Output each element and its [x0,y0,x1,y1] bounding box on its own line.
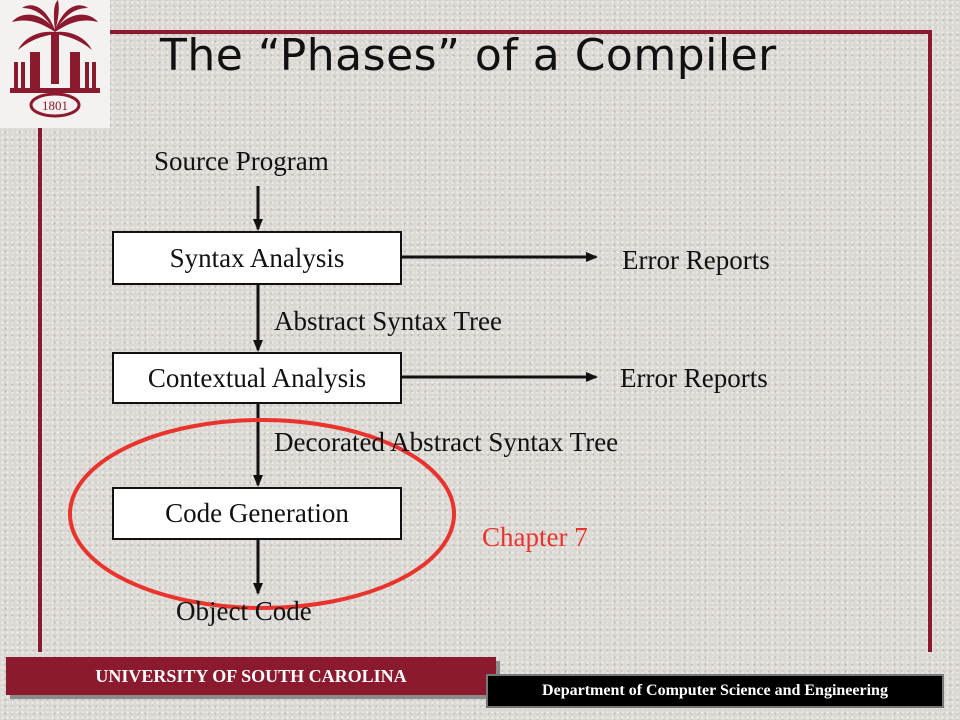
error-reports-label-2: Error Reports [620,363,768,393]
decorated-ast-label: Decorated Abstract Syntax Tree [274,427,619,457]
phase-box-code-generation: Code Generation [112,487,402,540]
phase-box-syntax-analysis: Syntax Analysis [112,231,402,285]
department-banner: Department of Computer Science and Engineering [486,674,944,708]
object-code-label: Object Code [176,596,312,626]
error-reports-label-1: Error Reports [622,245,770,275]
university-banner: UNIVERSITY OF SOUTH CAROLINA [6,657,496,695]
logo-year-text: 1801 [42,98,68,113]
slide-title: The “Phases” of a Compiler [160,30,777,81]
source-program-label: Source Program [154,146,329,176]
chapter-note-label: Chapter 7 [482,522,588,552]
abstract-syntax-tree-label: Abstract Syntax Tree [274,306,502,336]
phase-box-contextual-analysis: Contextual Analysis [112,352,402,404]
